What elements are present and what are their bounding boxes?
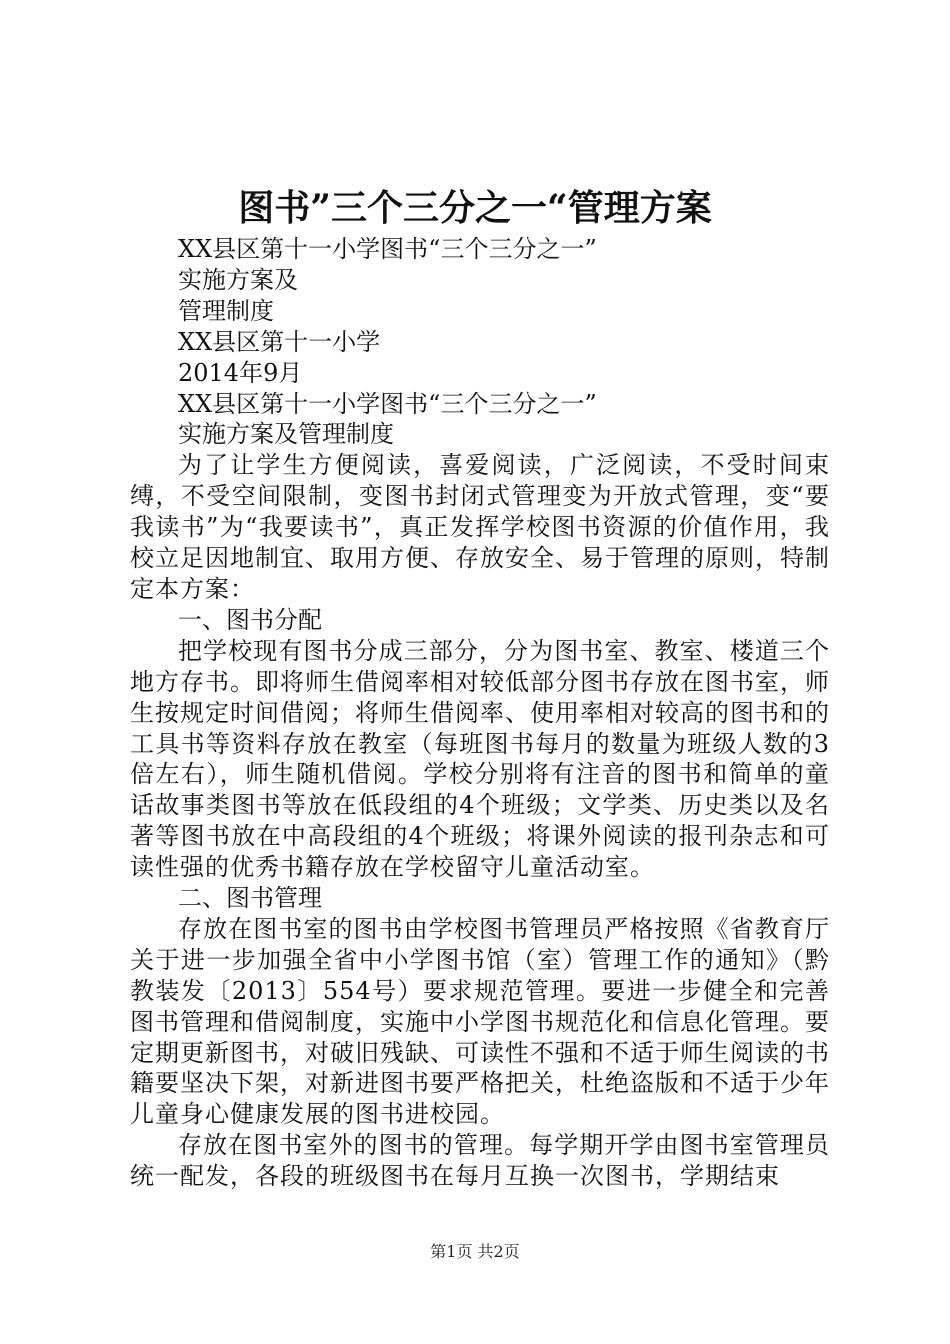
allocation-paragraph: 把学校现有图书分成三部分，分为图书室、教室、楼道三个地方存书。即将师生借阅率相对较低部分图书存放在图书室，师生按规定时间借阅；将师生借阅率、使用率相对较高的图书和的工具书等资料存放在教室（每班图书每月的数量为班级人数的3倍左右），师生随机借阅。学校分别将有注音的图书和简单的童话故事类图书等放在低段组的4个班级；文学类、历史类以及名著等图书放在中高段组的4个班级；将课外阅读的报刊杂志和可读性强的优秀书籍存放在学校留守儿童活动室。 <box>130 636 830 882</box>
cover-line-date: 2014年9月 <box>178 358 303 387</box>
outside-management-paragraph: 存放在图书室外的图书的管理。每学期开学由图书室管理员统一配发，各段的班级图书在每月互换一次图书，学期结束 <box>130 1131 830 1191</box>
section-subtitle-line: 实施方案及管理制度 <box>178 420 394 449</box>
cover-line-rules: 管理制度 <box>178 296 274 325</box>
document-title: 图书”三个三分之一“管理方案 <box>238 187 712 229</box>
heading-book-management: 二、图书管理 <box>178 884 322 913</box>
document-body <box>130 234 830 1192</box>
heading-book-allocation: 一、图书分配 <box>178 605 322 634</box>
management-paragraph: 存放在图书室的图书由学校图书管理员严格按照《省教育厅关于进一步加强全省中小学图书馆（室）管理工作的通知》（黔教装发〔2013〕554号）要求规范管理。要进一步健全和完善图书管理和借阅制度，实施中小学图书规范化和信息化管理。要定期更新图书，对破旧残缺、可读性不强和不适于师生阅读的书籍要坚决下架，对新进图书要严格把关，杜绝盗版和不适于少年儿童身心健康发展的图书进校园。 <box>130 914 830 1129</box>
cover-line-school: XX县区第十一小学 <box>178 327 381 356</box>
intro-paragraph: 为了让学生方便阅读，喜爱阅读，广泛阅读，不受时间束缚，不受空间限制，变图书封闭式管理变为开放式管理，变“要我读书”为“我要读书”，真正发挥学校图书资源的价值作用，我校立足因地制宜、取用方便、存放安全、易于管理的原则，特制定本方案： <box>130 451 830 603</box>
section-title-line: XX县区第十一小学图书“三个三分之一” <box>178 389 597 418</box>
page-footer: 第1页 共2页 <box>430 1242 520 1261</box>
cover-line-school-plan: XX县区第十一小学图书“三个三分之一” <box>178 235 597 263</box>
cover-line-plan: 实施方案及 <box>178 265 298 294</box>
